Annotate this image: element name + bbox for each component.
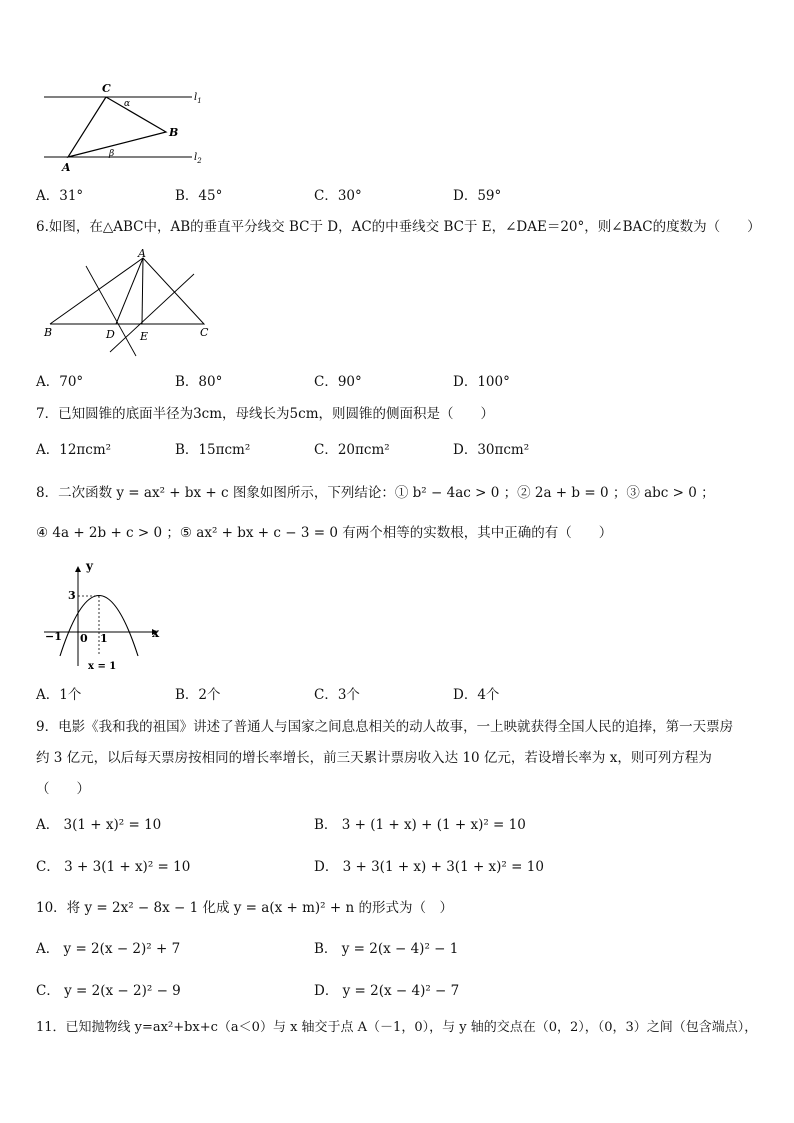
fig8-label-0: 0 [80, 632, 88, 645]
q10-option-b: B． y = 2(x − 4)² − 1 [314, 941, 459, 957]
q5-option-a: A．31° [36, 188, 84, 204]
fig8-label-1: 1 [100, 632, 108, 645]
fig6-label-d: D [106, 328, 115, 341]
q10-option-a: A． y = 2(x − 2)² + 7 [36, 941, 181, 957]
parabola-figure [36, 556, 176, 676]
fig6-label-a: A [138, 247, 146, 260]
q8-option-b: B．2个 [175, 687, 221, 703]
fig8-label-3: 3 [68, 589, 76, 602]
q5-option-d: D．59° [453, 188, 502, 204]
q9-option-b: B． 3 + (1 + x) + (1 + x)² = 10 [314, 817, 526, 833]
q11-stem: 11．已知抛物线 y=ax²+bx+c（a＜0）与 x 轴交于点 A（－1，0），与 y 轴的交点在（0，2），（0，3）之间（包含端点）， [36, 1020, 758, 1035]
fig6-label-c: C [200, 326, 209, 339]
q9-stem-line3: （ ） [36, 781, 90, 797]
q10-option-d: D． y = 2(x − 4)² − 7 [314, 983, 460, 999]
q6-option-a: A．70° [36, 374, 84, 390]
q9-option-c: C． 3 + 3(1 + x)² = 10 [36, 859, 191, 875]
parallel-lines-figure [36, 80, 216, 176]
q9-stem-line2: 约 3 亿元，以后每天票房按相同的增长率增长，前三天累计票房收入达 10 亿元，若设增长率为 x，则可列方程为 [36, 750, 712, 766]
fig6-label-b: B [44, 326, 53, 339]
q6-option-c: C．90° [314, 374, 362, 390]
label-a: A [62, 161, 71, 174]
fig8-label-neg1: −1 [45, 630, 62, 643]
triangle-figure [36, 246, 216, 362]
fig8-label-y: y [86, 559, 93, 573]
q9-option-d: D． 3 + 3(1 + x) + 3(1 + x)² = 10 [314, 859, 544, 875]
q10-stem: 10．将 y = 2x² − 8x − 1 化成 y = a(x + m)² + n 的形式为（ ） [36, 900, 453, 916]
q9-stem-line1: 9．电影《我和我的祖国》讲述了普通人与国家之间息息相关的动人故事，一上映就获得全国人民的追捧，第一天票房 [36, 719, 734, 735]
q9-option-a: A． 3(1 + x)² = 10 [36, 817, 162, 833]
fig6-label-e: E [140, 330, 149, 343]
q8-option-c: C．3个 [314, 687, 360, 703]
q8-option-a: A．1个 [36, 687, 82, 703]
label-c: C [102, 82, 111, 95]
label-l2: $l_2$ [194, 152, 202, 165]
fig8-label-x: x [152, 626, 160, 640]
q6-option-b: B．80° [175, 374, 223, 390]
q7-option-c: C．20πcm² [314, 442, 390, 458]
q7-option-d: D．30πcm² [453, 442, 530, 458]
q6-option-d: D．100° [453, 374, 510, 390]
label-beta: β [109, 149, 115, 159]
q5-option-c: C．30° [314, 188, 362, 204]
q7-stem: 7．已知圆锥的底面半径为3cm，母线长为5cm，则圆锥的侧面积是（ ） [36, 406, 494, 422]
q6-stem: 6.如图，在△ABC中，AB的垂直平分线交 BC于 D，AC的中垂线交 BC于 E，∠DAE＝20°，则∠BAC的度数为（ ） [36, 219, 761, 235]
fig8-label-axis: x = 1 [88, 661, 117, 672]
q7-option-b: B．15πcm² [175, 442, 251, 458]
label-alpha: α [124, 99, 131, 109]
label-b: B [169, 126, 179, 139]
label-l1: $l_1$ [194, 92, 202, 105]
q8-option-d: D．4个 [453, 687, 500, 703]
q8-stem-line1: 8．二次函数 y = ax² + bx + c 图象如图所示，下列结论：① b² − 4ac > 0 ；② 2a + b = 0 ；③ abc > 0 ； [36, 485, 715, 501]
q10-option-c: C． y = 2(x − 2)² − 9 [36, 983, 181, 999]
q7-option-a: A．12πcm² [36, 442, 112, 458]
q5-option-b: B．45° [175, 188, 223, 204]
q8-stem-line2: ④ 4a + 2b + c > 0 ；⑤ ax² + bx + c − 3 = 0 有两个相等的实数根，其中正确的有（ ） [36, 525, 613, 541]
